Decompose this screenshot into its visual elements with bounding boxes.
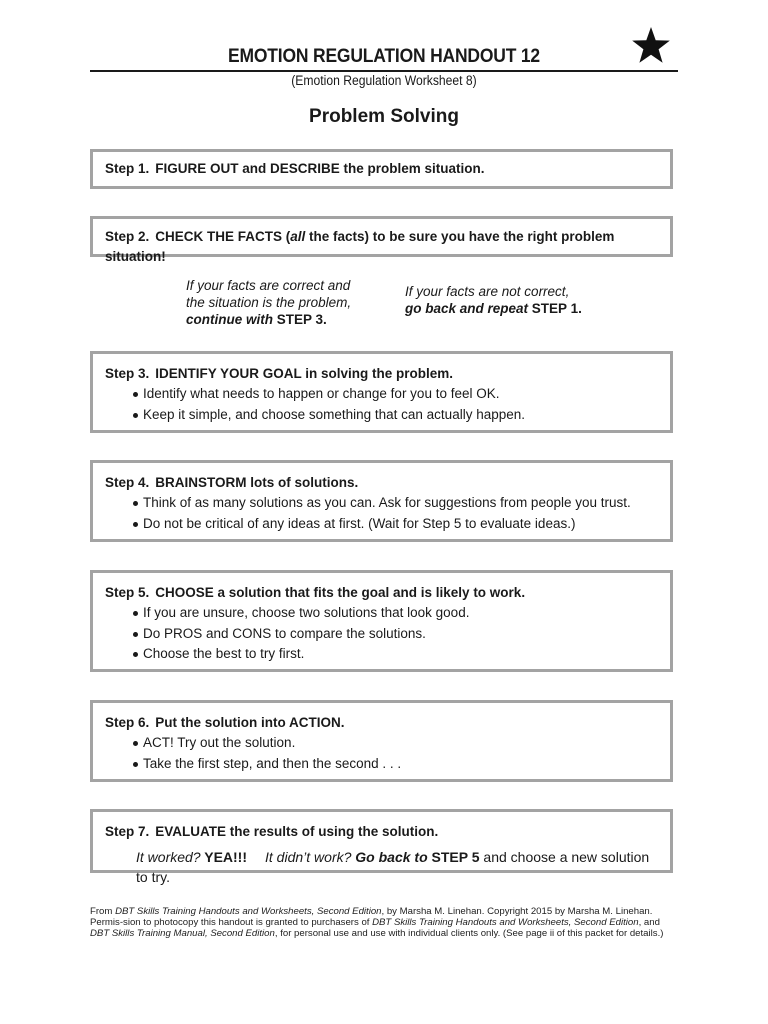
footer-text: , and xyxy=(638,917,660,928)
step-label: Step 3. xyxy=(105,366,150,381)
branch-facts-correct xyxy=(186,277,351,328)
step-bullet-list xyxy=(105,493,658,534)
footer-book-title: DBT Skills Training Manual, Second Edition xyxy=(90,928,275,939)
step-heading xyxy=(105,713,658,733)
branch-emphasis: continue with xyxy=(186,312,273,327)
step-label: Step 1. xyxy=(105,161,150,176)
branch-emphasis: go back and repeat xyxy=(405,301,529,316)
step-7-box xyxy=(90,809,673,885)
step-heading xyxy=(105,822,658,842)
step-bullet-list xyxy=(105,384,658,425)
list-item: Keep it simple, and choose something that can actually happen. xyxy=(133,405,658,426)
step-4-box xyxy=(90,460,673,542)
evaluation-line xyxy=(105,847,658,887)
star-icon xyxy=(631,26,671,66)
step-label: Step 4. xyxy=(105,475,150,490)
step-heading-text: Put the solution into ACTION. xyxy=(155,715,345,730)
list-item: If you are unsure, choose two solutions that look good. xyxy=(133,603,658,624)
step-heading-emphasis: all xyxy=(290,229,306,244)
eval-step-ref: STEP 5 xyxy=(427,849,480,865)
page-title: Problem Solving xyxy=(309,106,459,127)
step-heading-text: CHOOSE a solution that fits the goal and is likely to work. xyxy=(155,585,526,600)
list-item: Think of as many solutions as you can. Ask for suggestions from people you trust. xyxy=(133,493,658,514)
footer-text: , by Marsha M. Linehan. Copyright 2015 by Marsha M. Linehan. Permis-sion to photocopy this handout is granted to purchasers of xyxy=(90,906,653,928)
step-heading xyxy=(105,364,658,384)
step-heading-text: EVALUATE the results of using the solution. xyxy=(155,824,439,839)
step-heading-text: FIGURE OUT and DESCRIBE the problem situation. xyxy=(155,161,485,176)
step-heading xyxy=(105,159,658,179)
branch-step-ref: STEP 1. xyxy=(528,301,582,316)
step-3-box xyxy=(90,351,673,433)
list-item: Choose the best to try first. xyxy=(133,644,658,665)
footer-text: From xyxy=(90,906,116,917)
step-heading xyxy=(105,473,658,493)
header-divider xyxy=(90,70,678,72)
worksheet-subtitle: (Emotion Regulation Worksheet 8) xyxy=(291,73,477,88)
step-label: Step 7. xyxy=(105,824,150,839)
step-heading xyxy=(105,227,658,267)
copyright-footer xyxy=(90,906,680,939)
eval-yea: YEA!!! xyxy=(200,849,248,865)
list-item: Do not be critical of any ideas at first. (Wait for Step 5 to evaluate ideas.) xyxy=(133,514,658,535)
list-item: Take the first step, and then the second . . . xyxy=(133,754,658,775)
step-6-box xyxy=(90,700,673,782)
step-bullet-list xyxy=(105,733,658,774)
eval-tail: and choose a new solution to try. xyxy=(136,849,650,885)
branch-facts-incorrect xyxy=(405,283,582,317)
list-item: Do PROS and CONS to compare the solutions. xyxy=(133,624,658,645)
eval-worked: It worked? xyxy=(136,849,201,865)
branch-text: the situation is the problem, xyxy=(186,295,352,310)
list-item: ACT! Try out the solution. xyxy=(133,733,658,754)
list-item: Identify what needs to happen or change for you to feel OK. xyxy=(133,384,658,405)
branch-text: If your facts are correct and xyxy=(186,278,351,293)
step-heading-text-end: the facts) to be sure you have the right problem situation! xyxy=(105,229,615,264)
step-bullet-list xyxy=(105,603,658,665)
step-heading-text: IDENTIFY YOUR GOAL in solving the problem. xyxy=(155,366,454,381)
footer-book-title: DBT Skills Training Handouts and Worksheets, Second Edition xyxy=(372,917,639,928)
eval-didnt-work: It didn’t work? xyxy=(265,849,352,865)
footer-text: , for personal use and use with individual clients only. (See page ii of this packet for details.) xyxy=(274,928,664,939)
step-heading-text: BRAINSTORM lots of solutions. xyxy=(155,475,359,490)
step-5-box xyxy=(90,570,673,672)
step-heading xyxy=(105,583,658,603)
step-1-box xyxy=(90,149,673,189)
branch-step-ref: STEP 3. xyxy=(273,312,327,327)
step-label: Step 6. xyxy=(105,715,150,730)
step-label: Step 5. xyxy=(105,585,150,600)
eval-go-back: Go back to xyxy=(351,849,428,865)
step-label: Step 2. xyxy=(105,229,150,244)
branch-text: If your facts are not correct, xyxy=(405,284,570,299)
step-heading-text: CHECK THE FACTS ( xyxy=(155,229,291,244)
step-2-box xyxy=(90,216,673,264)
footer-book-title: DBT Skills Training Handouts and Worksheets, Second Edition xyxy=(115,906,382,917)
handout-title: EMOTION REGULATION HANDOUT 12 xyxy=(228,46,540,67)
